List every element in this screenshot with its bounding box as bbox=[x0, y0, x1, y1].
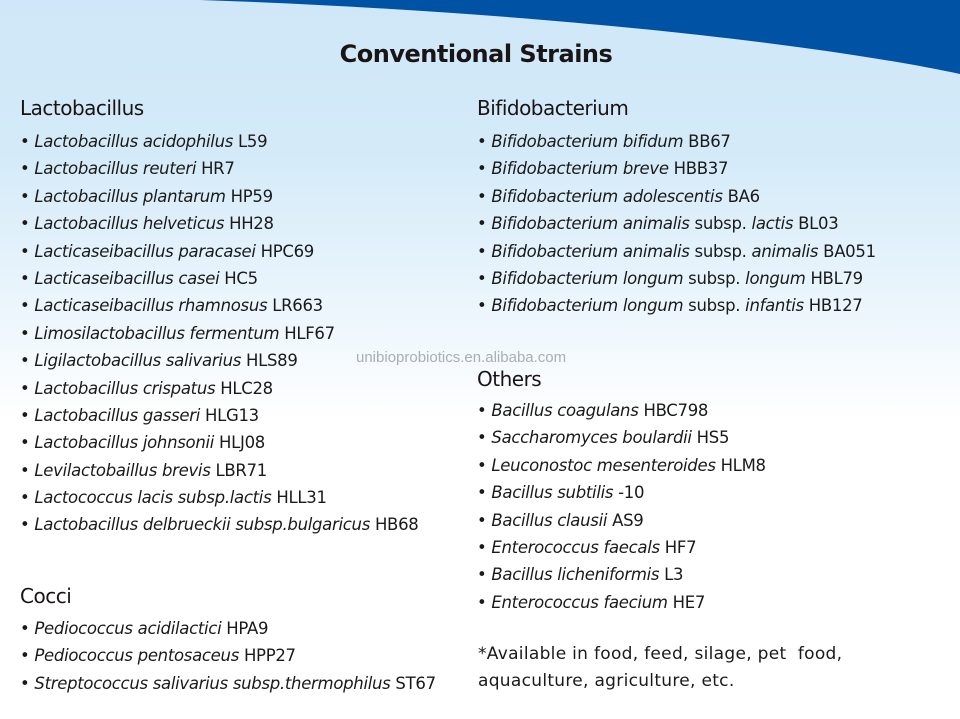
strain-item bbox=[20, 402, 418, 429]
strain-code: HH28 bbox=[224, 214, 274, 234]
strain-code: AS9 bbox=[607, 510, 644, 530]
bullet-icon: • bbox=[477, 428, 492, 448]
strain-species: Pediococcus pentosaceus bbox=[34, 646, 239, 666]
availability-note bbox=[478, 641, 842, 695]
strain-species: Bifidobacterium longum bbox=[491, 268, 684, 288]
strain-species: Lactobacillus helveticus bbox=[34, 214, 225, 234]
bullet-icon: • bbox=[20, 186, 35, 206]
strain-species: Ligilactobacillus salivarius bbox=[34, 351, 242, 371]
strain-species: Leuconostoc mesenteroides bbox=[491, 455, 716, 475]
strain-species: Bifidobacterium bifidum bbox=[491, 132, 684, 151]
heading-bifidobacterium: Bifidobacterium bbox=[477, 96, 629, 120]
bullet-icon: • bbox=[477, 241, 492, 261]
strain-code: LBR71 bbox=[210, 460, 267, 480]
heading-lactobacillus: Lactobacillus bbox=[20, 96, 144, 120]
strain-item bbox=[477, 397, 766, 424]
strain-item bbox=[477, 589, 766, 616]
strain-code: L59 bbox=[233, 132, 268, 151]
bullet-icon: • bbox=[20, 296, 35, 316]
bullet-icon: • bbox=[477, 455, 492, 475]
strain-code: BL03 bbox=[793, 214, 839, 234]
strain-item bbox=[20, 511, 418, 538]
strain-item bbox=[477, 265, 876, 292]
heading-others: Others bbox=[477, 367, 542, 391]
bullet-icon: • bbox=[20, 268, 35, 288]
strain-item bbox=[20, 238, 418, 265]
strain-code: BA6 bbox=[722, 186, 760, 206]
strain-code: BB67 bbox=[683, 132, 731, 151]
bullet-icon: • bbox=[477, 592, 492, 612]
strain-code: subsp. bbox=[683, 268, 746, 288]
strain-species: Lacticaseibacillus paracasei bbox=[34, 241, 256, 261]
bullet-icon: • bbox=[20, 488, 35, 508]
strain-code: HF7 bbox=[659, 537, 697, 557]
strain-species: Bifidobacterium animalis bbox=[491, 214, 690, 234]
strain-species: Lactobacillus acidophilus bbox=[34, 132, 234, 151]
strain-species: Bacillus licheniformis bbox=[491, 565, 660, 585]
strain-item bbox=[477, 561, 766, 588]
strain-code: HS5 bbox=[691, 428, 730, 448]
others-list bbox=[477, 397, 766, 616]
strain-item bbox=[20, 210, 418, 237]
bullet-icon: • bbox=[477, 159, 492, 179]
strain-code: HPC69 bbox=[255, 241, 314, 261]
bullet-icon: • bbox=[20, 405, 35, 425]
strain-code: ST67 bbox=[390, 673, 436, 693]
strain-species: longum bbox=[745, 268, 806, 288]
strain-species: Lactobacillus gasseri bbox=[34, 405, 201, 425]
bullet-icon: • bbox=[20, 619, 35, 638]
strain-species: Saccharomyces boulardii bbox=[491, 428, 692, 448]
cocci-list bbox=[20, 615, 436, 697]
watermark: unibioprobiotics.en.alibaba.com bbox=[356, 349, 567, 366]
bullet-icon: • bbox=[477, 296, 492, 316]
bullet-icon: • bbox=[20, 241, 35, 261]
strain-species: Bifidobacterium adolescentis bbox=[491, 186, 723, 206]
strain-species: Streptococcus salivarius subsp.thermophilus bbox=[34, 673, 391, 693]
bullet-icon: • bbox=[20, 351, 35, 371]
strain-code: HBB37 bbox=[668, 159, 729, 179]
strain-code: HLL31 bbox=[271, 488, 327, 508]
strain-item bbox=[20, 183, 418, 210]
strain-species: Levilactobaillus brevis bbox=[34, 460, 211, 480]
strain-species: Pediococcus acidilactici bbox=[34, 619, 222, 638]
bullet-icon: • bbox=[20, 159, 35, 179]
strain-code: LR663 bbox=[267, 296, 323, 316]
note-line-1: *Available in food, feed, silage, pet food, bbox=[478, 644, 843, 664]
strain-species: Lactobacillus johnsonii bbox=[34, 433, 215, 453]
strain-species: Enterococcus faecals bbox=[491, 537, 660, 557]
page-title: Conventional Strains bbox=[339, 40, 613, 68]
strain-species: Bacillus coagulans bbox=[491, 401, 639, 420]
strain-code: HPP27 bbox=[239, 646, 296, 666]
strain-species: Limosilactobacillus fermentum bbox=[34, 323, 280, 343]
strain-item bbox=[20, 292, 418, 319]
strain-code: BA051 bbox=[818, 241, 876, 261]
bifidobacterium-list bbox=[477, 128, 876, 320]
bullet-icon: • bbox=[477, 268, 492, 288]
strain-code: HBL79 bbox=[805, 268, 863, 288]
strain-item bbox=[20, 457, 418, 484]
strain-item bbox=[477, 210, 876, 237]
strain-species: Bacillus clausii bbox=[491, 510, 608, 530]
strain-species: Lactobacillus delbrueckii subsp.bulgaricus bbox=[34, 515, 370, 535]
strain-code: HLC28 bbox=[215, 378, 273, 398]
strain-code: HPA9 bbox=[221, 619, 269, 638]
strain-code: HLM8 bbox=[715, 455, 766, 475]
bullet-icon: • bbox=[477, 483, 492, 503]
bullet-icon: • bbox=[20, 515, 35, 535]
strain-species: Bifidobacterium animalis bbox=[491, 241, 690, 261]
strain-item bbox=[20, 320, 418, 347]
strain-item bbox=[20, 615, 436, 642]
strain-species: Lacticaseibacillus rhamnosus bbox=[34, 296, 268, 316]
strain-code: HB127 bbox=[803, 296, 863, 316]
bullet-icon: • bbox=[20, 646, 35, 666]
strain-species: animalis bbox=[751, 241, 819, 261]
bullet-icon: • bbox=[20, 378, 35, 398]
strain-species: Lactococcus lacis subsp.lactis bbox=[34, 488, 272, 508]
bullet-icon: • bbox=[477, 537, 492, 557]
strain-item bbox=[20, 642, 436, 669]
lactobacillus-list bbox=[20, 128, 418, 539]
strain-item bbox=[20, 265, 418, 292]
strain-code: HLS89 bbox=[241, 351, 298, 371]
strain-item bbox=[477, 507, 766, 534]
strain-species: Lacticaseibacillus casei bbox=[34, 268, 220, 288]
bullet-icon: • bbox=[477, 214, 492, 234]
strain-item bbox=[20, 484, 418, 511]
strain-code: HE7 bbox=[667, 592, 706, 612]
strain-species: lactis bbox=[751, 214, 794, 234]
strain-item bbox=[477, 238, 876, 265]
strain-code: HBC798 bbox=[638, 401, 709, 420]
strain-item bbox=[20, 155, 418, 182]
strain-item bbox=[477, 183, 876, 210]
strain-code: HLJ08 bbox=[214, 433, 265, 453]
bullet-icon: • bbox=[477, 401, 492, 420]
strain-species: Enterococcus faecium bbox=[491, 592, 668, 612]
strain-code: HC5 bbox=[219, 268, 258, 288]
strain-item bbox=[477, 292, 876, 319]
strain-species: Lactobacillus plantarum bbox=[34, 186, 226, 206]
strain-item bbox=[477, 452, 766, 479]
bullet-icon: • bbox=[20, 673, 35, 693]
strain-code: HP59 bbox=[225, 186, 273, 206]
strain-item bbox=[477, 128, 876, 155]
strain-code: L3 bbox=[659, 565, 684, 585]
strain-code: -10 bbox=[613, 483, 645, 503]
bullet-icon: • bbox=[477, 510, 492, 530]
strain-code: HB68 bbox=[370, 515, 419, 535]
strain-item bbox=[20, 128, 418, 155]
bullet-icon: • bbox=[20, 433, 35, 453]
strain-code: subsp. bbox=[683, 296, 746, 316]
strain-species: Bifidobacterium breve bbox=[491, 159, 669, 179]
strain-species: infantis bbox=[745, 296, 804, 316]
strain-code: subsp. bbox=[689, 214, 752, 234]
bullet-icon: • bbox=[20, 323, 35, 343]
strain-item bbox=[477, 534, 766, 561]
strain-item bbox=[20, 670, 436, 697]
bullet-icon: • bbox=[477, 186, 492, 206]
note-line-2: aquaculture, agriculture, etc. bbox=[478, 671, 735, 691]
bullet-icon: • bbox=[20, 460, 35, 480]
bullet-icon: • bbox=[20, 214, 35, 234]
bullet-icon: • bbox=[477, 132, 492, 151]
bullet-icon: • bbox=[477, 565, 492, 585]
strain-species: Lactobacillus reuteri bbox=[34, 159, 197, 179]
bullet-icon: • bbox=[20, 132, 35, 151]
strain-item bbox=[20, 375, 418, 402]
strain-code: HLF67 bbox=[279, 323, 335, 343]
strain-item bbox=[477, 479, 766, 506]
heading-cocci: Cocci bbox=[20, 584, 72, 608]
strain-item bbox=[477, 424, 766, 451]
strain-code: HLG13 bbox=[200, 405, 259, 425]
strain-item bbox=[20, 429, 418, 456]
strain-species: Bacillus subtilis bbox=[491, 483, 614, 503]
strain-item bbox=[477, 155, 876, 182]
strain-species: Bifidobacterium longum bbox=[491, 296, 684, 316]
strain-code: HR7 bbox=[196, 159, 235, 179]
strain-code: subsp. bbox=[689, 241, 752, 261]
strain-species: Lactobacillus crispatus bbox=[34, 378, 216, 398]
